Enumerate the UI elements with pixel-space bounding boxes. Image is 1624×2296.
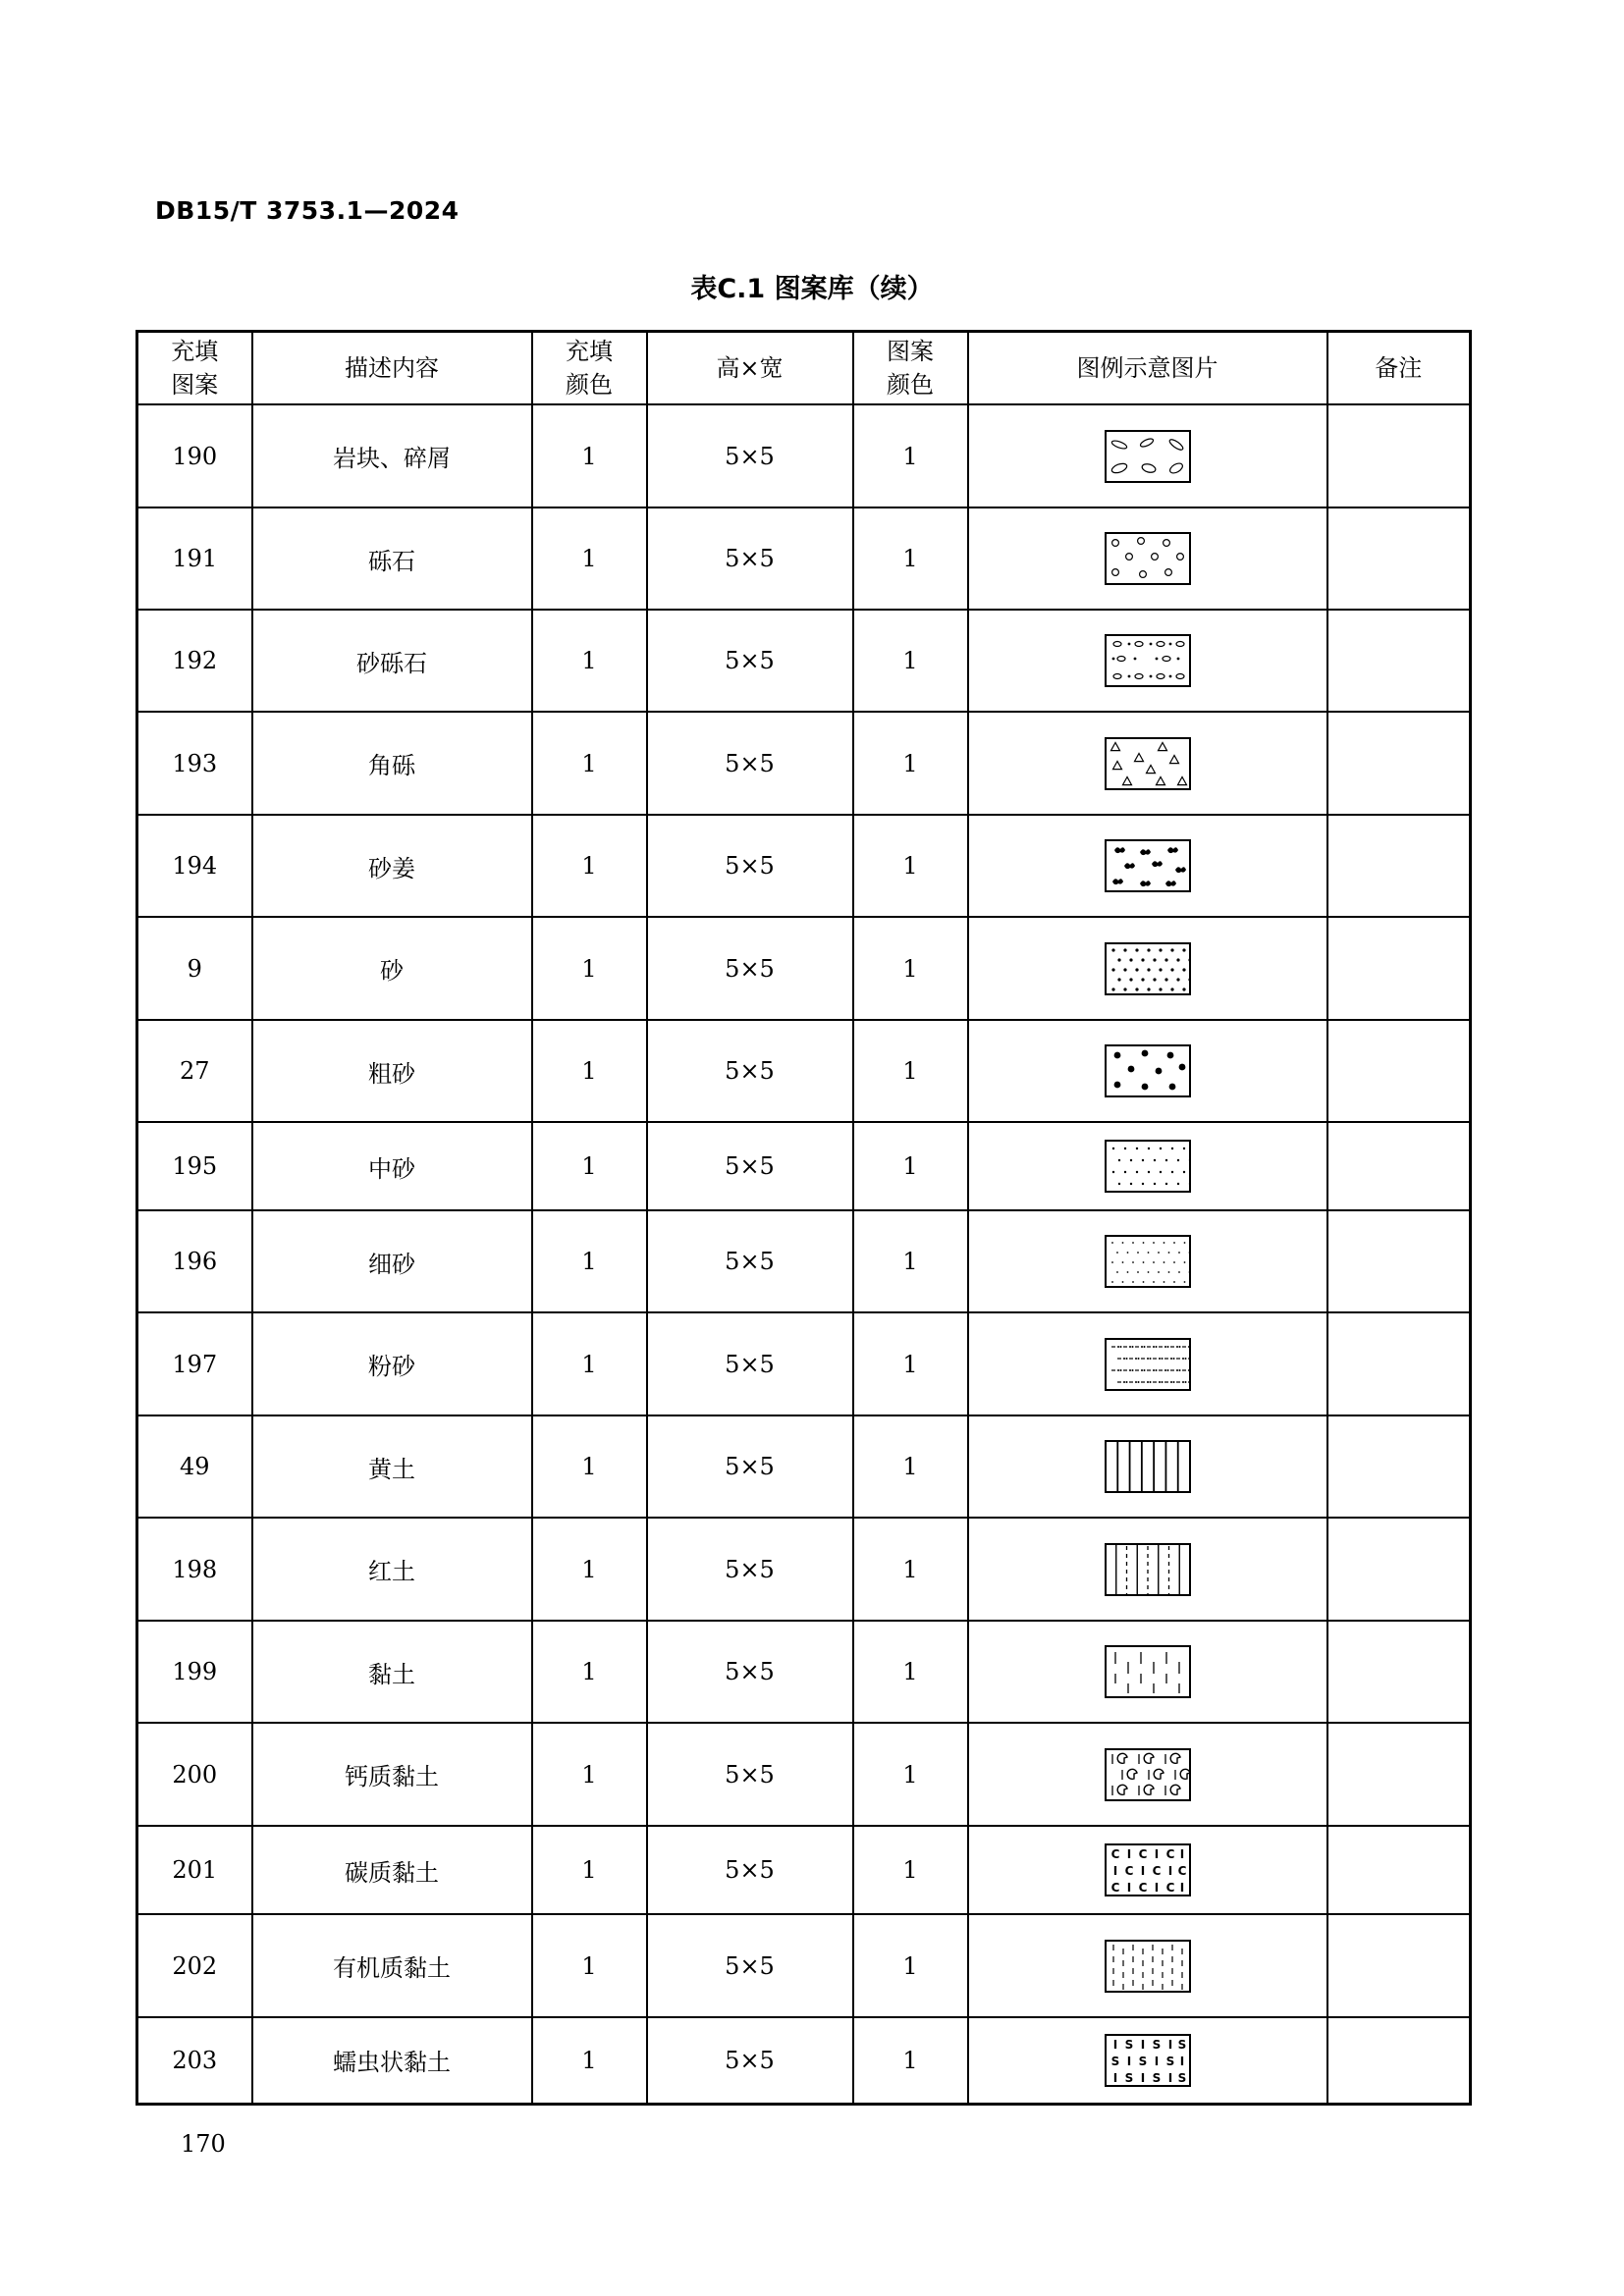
svg-text:S: S <box>1124 2037 1133 2052</box>
table-row <box>137 1914 1471 2017</box>
fill-color-cell: 1 <box>532 507 647 610</box>
pattern-color-cell: 1 <box>853 1210 968 1312</box>
legend-image-cell <box>968 2017 1327 2104</box>
description-cell: 粉砂 <box>252 1312 532 1415</box>
svg-text:I: I <box>1179 2054 1184 2068</box>
svg-text:C: C <box>1165 1847 1174 1861</box>
note-cell <box>1327 1020 1471 1122</box>
pattern-color-cell: 1 <box>853 507 968 610</box>
silt-pattern-icon <box>1105 1338 1191 1391</box>
svg-text:I: I <box>1154 1847 1159 1861</box>
svg-text:I: I <box>1112 1864 1117 1878</box>
svg-text:I: I <box>1179 1847 1184 1861</box>
description-cell: 砂砾石 <box>252 610 532 712</box>
legend-image-cell <box>968 1122 1327 1210</box>
rock-fragments-pattern-icon <box>1105 430 1191 483</box>
description-cell: 岩块、碎屑 <box>252 404 532 507</box>
pattern-color-cell: 1 <box>853 1621 968 1723</box>
pattern-code-cell: 49 <box>137 1415 252 1518</box>
pattern-code-cell: 193 <box>137 712 252 815</box>
legend-image-cell <box>968 1518 1327 1621</box>
size-value-cell: 5×5 <box>647 1210 853 1312</box>
pattern-code-cell: 201 <box>137 1826 252 1914</box>
svg-text:I: I <box>1167 2070 1172 2085</box>
pattern-color-cell: 1 <box>853 1914 968 2017</box>
table-row <box>137 1122 1471 1210</box>
svg-text:S: S <box>1177 2070 1186 2085</box>
pattern-code-cell: 196 <box>137 1210 252 1312</box>
size-value-cell: 5×5 <box>647 2017 853 2104</box>
table-row <box>137 1210 1471 1312</box>
size-value-cell: 5×5 <box>647 1723 853 1826</box>
fill-color-cell: 1 <box>532 404 647 507</box>
note-cell <box>1327 1621 1471 1723</box>
legend-image-cell <box>968 1914 1327 2017</box>
size-value-cell: 5×5 <box>647 1826 853 1914</box>
description-cell: 有机质黏土 <box>252 1914 532 2017</box>
note-cell <box>1327 1210 1471 1312</box>
pattern-color-cell: 1 <box>853 1518 968 1621</box>
fill-color-cell: 1 <box>532 1210 647 1312</box>
svg-text:C: C <box>1110 1847 1119 1861</box>
sandy-gravel-pattern-icon <box>1105 634 1191 687</box>
description-cell: 钙质黏土 <box>252 1723 532 1826</box>
svg-text:I: I <box>1126 1881 1131 1895</box>
fill-color-cell: 1 <box>532 1723 647 1826</box>
legend-image-cell <box>968 1415 1327 1518</box>
pattern-color-cell: 1 <box>853 1122 968 1210</box>
svg-text:I: I <box>1167 2037 1172 2052</box>
size-value-cell: 5×5 <box>647 1621 853 1723</box>
svg-text:I: I <box>1179 1881 1184 1895</box>
column-header: 备注 <box>1327 332 1471 405</box>
pattern-color-cell: 1 <box>853 404 968 507</box>
note-cell <box>1327 507 1471 610</box>
svg-text:I: I <box>1154 2054 1159 2068</box>
svg-text:C: C <box>1124 1864 1133 1878</box>
column-header: 描述内容 <box>252 332 532 405</box>
fill-color-cell: 1 <box>532 610 647 712</box>
legend-image-cell <box>968 1020 1327 1122</box>
description-cell: 黏土 <box>252 1621 532 1723</box>
svg-text:S: S <box>1138 2054 1147 2068</box>
legend-image-cell <box>968 1723 1327 1826</box>
description-cell: 中砂 <box>252 1122 532 1210</box>
size-value-cell: 5×5 <box>647 917 853 1020</box>
pattern-code-cell: 200 <box>137 1723 252 1826</box>
pattern-code-cell: 191 <box>137 507 252 610</box>
size-value-cell: 5×5 <box>647 1122 853 1210</box>
svg-text:S: S <box>1165 2054 1174 2068</box>
fill-color-cell: 1 <box>532 1312 647 1415</box>
size-value-cell: 5×5 <box>647 815 853 917</box>
page-number: 170 <box>181 2130 226 2158</box>
svg-text:I: I <box>1167 1864 1172 1878</box>
note-cell <box>1327 712 1471 815</box>
note-cell <box>1327 1312 1471 1415</box>
table-row <box>137 1518 1471 1621</box>
description-cell: 黄土 <box>252 1415 532 1518</box>
pattern-code-cell: 195 <box>137 1122 252 1210</box>
size-value-cell: 5×5 <box>647 1020 853 1122</box>
fill-color-cell: 1 <box>532 1826 647 1914</box>
table-header-row <box>137 332 1471 405</box>
svg-text:S: S <box>1177 2037 1186 2052</box>
pattern-code-cell: 199 <box>137 1621 252 1723</box>
size-value-cell: 5×5 <box>647 404 853 507</box>
table-row <box>137 2017 1471 2104</box>
table-row <box>137 507 1471 610</box>
size-value-cell: 5×5 <box>647 1312 853 1415</box>
table-row <box>137 712 1471 815</box>
note-cell <box>1327 1518 1471 1621</box>
legend-image-cell <box>968 507 1327 610</box>
svg-text:C: C <box>1110 1881 1119 1895</box>
carbonaceous-clay-pattern-icon <box>1105 1843 1191 1896</box>
size-value-cell: 5×5 <box>647 507 853 610</box>
fill-color-cell: 1 <box>532 1914 647 2017</box>
fill-color-cell: 1 <box>532 1621 647 1723</box>
note-cell <box>1327 917 1471 1020</box>
svg-text:I: I <box>1112 2070 1117 2085</box>
description-cell: 红土 <box>252 1518 532 1621</box>
svg-text:I: I <box>1140 2070 1145 2085</box>
table-row <box>137 815 1471 917</box>
note-cell <box>1327 1723 1471 1826</box>
pattern-color-cell: 1 <box>853 610 968 712</box>
pattern-code-cell: 198 <box>137 1518 252 1621</box>
description-cell: 砂姜 <box>252 815 532 917</box>
svg-text:S: S <box>1110 2054 1119 2068</box>
size-value-cell: 5×5 <box>647 712 853 815</box>
svg-text:S: S <box>1152 2037 1161 2052</box>
pattern-code-cell: 192 <box>137 610 252 712</box>
fill-color-cell: 1 <box>532 917 647 1020</box>
table-row <box>137 1723 1471 1826</box>
clay-pattern-icon <box>1105 1645 1191 1698</box>
note-cell <box>1327 1415 1471 1518</box>
legend-image-cell <box>968 404 1327 507</box>
description-cell: 细砂 <box>252 1210 532 1312</box>
fill-color-cell: 1 <box>532 1518 647 1621</box>
svg-text:I: I <box>1154 1881 1159 1895</box>
legend-image-cell <box>968 1621 1327 1723</box>
loess-pattern-icon <box>1105 1440 1191 1493</box>
table-row <box>137 404 1471 507</box>
fill-color-cell: 1 <box>532 815 647 917</box>
table-body <box>137 404 1471 2104</box>
sand-pattern-icon <box>1105 942 1191 995</box>
pattern-code-cell: 203 <box>137 2017 252 2104</box>
organic-clay-pattern-icon <box>1105 1940 1191 1993</box>
fill-color-cell: 1 <box>532 712 647 815</box>
calcareous-concretion-pattern-icon <box>1105 839 1191 892</box>
table-row <box>137 917 1471 1020</box>
description-cell: 粗砂 <box>252 1020 532 1122</box>
red-clay-pattern-icon <box>1105 1543 1191 1596</box>
svg-text:I: I <box>1112 2037 1117 2052</box>
size-value-cell: 5×5 <box>647 1518 853 1621</box>
description-cell: 砾石 <box>252 507 532 610</box>
gravel-pattern-icon <box>1105 532 1191 585</box>
medium-sand-pattern-icon <box>1105 1140 1191 1193</box>
legend-image-cell <box>968 1826 1327 1914</box>
pattern-color-cell: 1 <box>853 1415 968 1518</box>
legend-image-cell <box>968 815 1327 917</box>
pattern-color-cell: 1 <box>853 1826 968 1914</box>
table-row <box>137 610 1471 712</box>
fill-color-cell: 1 <box>532 1122 647 1210</box>
note-cell <box>1327 1122 1471 1210</box>
svg-text:C: C <box>1177 1864 1186 1878</box>
svg-text:S: S <box>1152 2070 1161 2085</box>
legend-image-cell <box>968 917 1327 1020</box>
pattern-code-cell: 27 <box>137 1020 252 1122</box>
table-row <box>137 1312 1471 1415</box>
column-header: 图例示意图片 <box>968 332 1327 405</box>
note-cell <box>1327 815 1471 917</box>
document-code: DB15/T 3753.1—2024 <box>155 196 460 225</box>
pattern-code-cell: 202 <box>137 1914 252 2017</box>
calcareous-clay-pattern-icon <box>1105 1748 1191 1801</box>
size-value-cell: 5×5 <box>647 1914 853 2017</box>
fill-color-cell: 1 <box>532 2017 647 2104</box>
fill-color-cell: 1 <box>532 1020 647 1122</box>
column-header: 高×宽 <box>647 332 853 405</box>
note-cell <box>1327 2017 1471 2104</box>
pattern-color-cell: 1 <box>853 917 968 1020</box>
description-cell: 砂 <box>252 917 532 1020</box>
size-value-cell: 5×5 <box>647 1415 853 1518</box>
legend-image-cell <box>968 1210 1327 1312</box>
breccia-pattern-icon <box>1105 737 1191 790</box>
legend-image-cell <box>968 712 1327 815</box>
pattern-color-cell: 1 <box>853 1312 968 1415</box>
pattern-code-cell: 197 <box>137 1312 252 1415</box>
pattern-color-cell: 1 <box>853 815 968 917</box>
svg-text:I: I <box>1126 1847 1131 1861</box>
note-cell <box>1327 1914 1471 2017</box>
coarse-sand-pattern-icon <box>1105 1044 1191 1097</box>
legend-image-cell <box>968 1312 1327 1415</box>
fill-color-cell: 1 <box>532 1415 647 1518</box>
note-cell <box>1327 610 1471 712</box>
pattern-library-table <box>135 330 1472 2106</box>
svg-text:I: I <box>1140 1864 1145 1878</box>
description-cell: 碳质黏土 <box>252 1826 532 1914</box>
column-header: 充填 颜色 <box>532 332 647 405</box>
pattern-color-cell: 1 <box>853 1723 968 1826</box>
pattern-code-cell: 190 <box>137 404 252 507</box>
svg-text:I: I <box>1140 2037 1145 2052</box>
note-cell <box>1327 404 1471 507</box>
column-header: 图案 颜色 <box>853 332 968 405</box>
legend-image-cell <box>968 610 1327 712</box>
svg-text:C: C <box>1138 1847 1147 1861</box>
table-title: 表C.1 图案库（续） <box>690 274 934 304</box>
svg-text:C: C <box>1165 1881 1174 1895</box>
size-value-cell: 5×5 <box>647 610 853 712</box>
column-header: 充填 图案 <box>137 332 252 405</box>
description-cell: 角砾 <box>252 712 532 815</box>
pattern-code-cell: 9 <box>137 917 252 1020</box>
table-row <box>137 1621 1471 1723</box>
fine-sand-pattern-icon <box>1105 1235 1191 1288</box>
description-cell: 蠕虫状黏土 <box>252 2017 532 2104</box>
table-row <box>137 1415 1471 1518</box>
pattern-code-cell: 194 <box>137 815 252 917</box>
svg-text:I: I <box>1126 2054 1131 2068</box>
note-cell <box>1327 1826 1471 1914</box>
pattern-color-cell: 1 <box>853 1020 968 1122</box>
pattern-color-cell: 1 <box>853 712 968 815</box>
svg-text:S: S <box>1124 2070 1133 2085</box>
table-row <box>137 1826 1471 1914</box>
pattern-color-cell: 1 <box>853 2017 968 2104</box>
vermicular-clay-pattern-icon <box>1105 2034 1191 2087</box>
svg-text:C: C <box>1138 1881 1147 1895</box>
svg-text:C: C <box>1152 1864 1161 1878</box>
table-row <box>137 1020 1471 1122</box>
